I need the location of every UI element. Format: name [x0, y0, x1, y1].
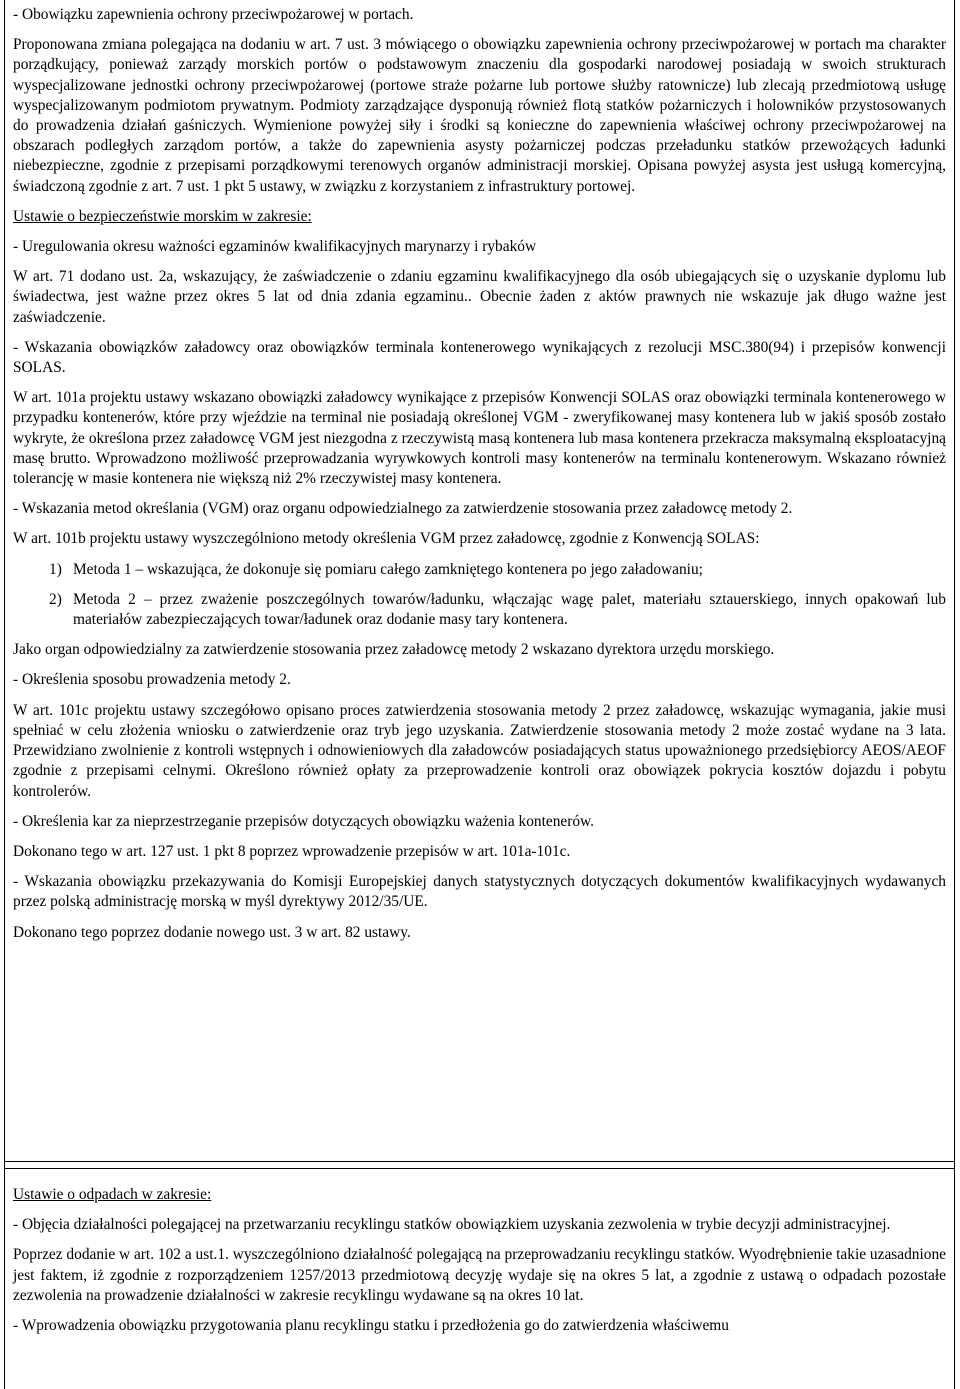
paragraph: - Uregulowania okresu ważności egzaminów kwalifikacyjnych marynarzy i rybaków — [13, 238, 537, 256]
section-waste — [5, 1168, 954, 1389]
paragraph: - Wprowadzenia obowiązku przygotowania planu recyklingu statku i przedłożenia go do zatwierdzenia właściwemu — [13, 1317, 729, 1335]
list-item — [13, 560, 946, 580]
paragraph: Dokonano tego w art. 127 ust. 1 pkt 8 poprzez wprowadzenie przepisów w art. 101a-101c. — [13, 842, 571, 860]
paragraph: - Objęcia działalności polegającej na przetwarzaniu recyklingu statków obowiązkiem uzyskania zezwolenia w trybie decyzji administracyjnej. — [13, 1216, 891, 1234]
paragraph: W art. 101b projektu ustawy wyszczególniono metody określenia VGM przez załadowcę, zgodnie z Konwencją SOLAS: — [13, 530, 760, 548]
paragraph: W art. 101c projektu ustawy szczegółowo opisano proces zatwierdzenia stosowania metody 2 przez załadowcę, wskazując wymagania, jakie musi spełniać w celu złożenia wniosku o zatwierdzenie oraz tryb jego uzyskania. Zatwierdzenie stosowania metody 2 może zostać wydane na 3 lata. Przewidziano zwolnienie z kontroli wstępnych i odnowieniowych dla załadowców posiadających status upoważnionego przedsiębiorcy AEOS/AEOF zgodnie z przepisami celnymi. Określono również opłaty za przeprowadzenie kontroli oraz obowiązek pokrycia kosztów dojazdu i pobytu kontrolerów. — [13, 701, 946, 800]
list-item-number: 2) — [49, 590, 62, 608]
paragraph: Jako organ odpowiedzialny za zatwierdzenie stosowania przez załadowcę metody 2 wskazano dyrektora urzędu morskiego. — [13, 641, 775, 659]
paragraph: - Określenia sposobu prowadzenia metody 2. — [13, 671, 291, 689]
section-heading: Ustawie o bezpieczeństwie morskim w zakresie: — [13, 207, 312, 225]
list-item-text: Metoda 2 – przez zważenie poszczególnych towarów/ładunku, włączając wagę palet, materiału sztauerskiego, innych opakowań lub materiałów zabezpieczających towar/ładunek oraz dodanie masy tary kontenera. — [73, 590, 946, 629]
paragraph: W art. 71 dodano ust. 2a, wskazujący, że zaświadczenie o zdaniu egzaminu kwalifikacyjnego dla osób ubiegających się o uzyskanie dyplomu lub świadectwa, jest ważne przez okres 5 lat od dnia zdania egzaminu.. Obecnie żaden z aktów prawnych nie wskazuje jak długo ważne jest zaświadczenie. — [13, 268, 946, 326]
paragraph: - Określenia kar za nieprzestrzeganie przepisów dotyczących obowiązku ważenia kontenerów. — [13, 812, 595, 830]
list-item-text: Metoda 1 – wskazująca, że dokonuje się pomiaru całego zamkniętego kontenera po jego załadowaniu; — [73, 560, 703, 578]
paragraph: - Obowiązku zapewnienia ochrony przeciwpożarowej w portach. — [13, 6, 414, 23]
section-heading: Ustawie o odpadach w zakresie: — [13, 1186, 212, 1203]
method-list — [13, 560, 946, 631]
list-item-number: 1) — [49, 560, 62, 578]
paragraph: Dokonano tego poprzez dodanie nowego ust. 3 w art. 82 ustawy. — [13, 923, 411, 941]
paragraph: - Wskazania obowiązków załadowcy oraz obowiązków terminala kontenerowego wynikających z rezolucji MSC.380(94) i przepisów konwencji SOLAS. — [13, 338, 946, 377]
paragraph: W art. 101a projektu ustawy wskazano obowiązki załadowcy wynikające z przepisów Konwencji SOLAS oraz obowiązki terminala kontenerowego w przypadku kontenerów, które przy wjeździe na terminal nie posiadają określonej VGM - zweryfikowanej masy kontenera lub w jakiś sposób zostało wykryte, że określona przez załadowcę VGM jest niezgodna z rzeczywistą masą kontenera lub masa kontenera przekracza maksymalną eksploatacyjną masę brutto. Wprowadzono możliwość przeprowadzania wyrywkowych kontroli masy kontenerów na terminalu kontenerowym. Wskazano również tolerancję w masie kontenera nie większą niż 2% rzeczywistej masy kontenera. — [13, 389, 946, 488]
section-port-and-maritime-safety — [5, 0, 954, 1162]
document-page — [4, 0, 955, 1389]
paragraph: - Wskazania metod określania (VGM) oraz organu odpowiedzialnego za zatwierdzenie stosowania przez załadowcę metody 2. — [13, 500, 793, 518]
paragraph: - Wskazania obowiązku przekazywania do Komisji Europejskiej danych statystycznych dotyczących dokumentów kwalifikacyjnych wydawanych przez polską administrację morską w myśl dyrektywy 2012/35/UE. — [13, 873, 946, 911]
paragraph: Proponowana zmiana polegająca na dodaniu w art. 7 ust. 3 mówiącego o obowiązku zapewnienia ochrony przeciwpożarowej w portach ma charakter porządkujący, ponieważ zarządy morskich portów o podstawowym znaczeniu dla gospodarki narodowej posiadają w swoich strukturach wyspecjalizowane jednostki ochrony przeciwpożarowej (portowe straże pożarne lub portowe służby ratownicze) lub zlecają przedmiotową usługę wyspecjalizowanym podmiotom prywatnym. Podmioty zarządzające dysponują również flotą statków pożarniczych i holowników przystosowanych do prowadzenia działań gaśniczych. Wymienione powyżej siły i środki są konieczne do zapewnienia właściwej ochrony przeciwpożarowej na obszarach podległych zarządom portów, a także do zapewnienia asysty pożarniczej podczas przeładunku statków przewożących ładunki niebezpieczne, zgodnie z przepisami porządkowymi terenowych organów administracji morskiej. Opisana powyżej asysta jest usługą komercyjną, świadczoną zgodnie z art. 7 ust. 1 pkt 5 ustawy, w związku z korzystaniem z infrastruktury portowej. — [13, 36, 946, 195]
paragraph: Poprzez dodanie w art. 102 a ust.1. wyszczególniono działalność polegającą na przeprowadzaniu recyklingu statków. Wyodrębnienie takie uzasadnione jest faktem, iż zgodnie z rozporządzeniem 1257/2013 przedmiotową decyzję wydaje się na okres 5 lat, a zgodnie z ustawą o odpadach pozostałe zezwolenia na prowadzenie działalności w zakresie recyklingu wydawane są na okres 10 lat. — [13, 1246, 946, 1304]
list-item — [13, 590, 946, 630]
